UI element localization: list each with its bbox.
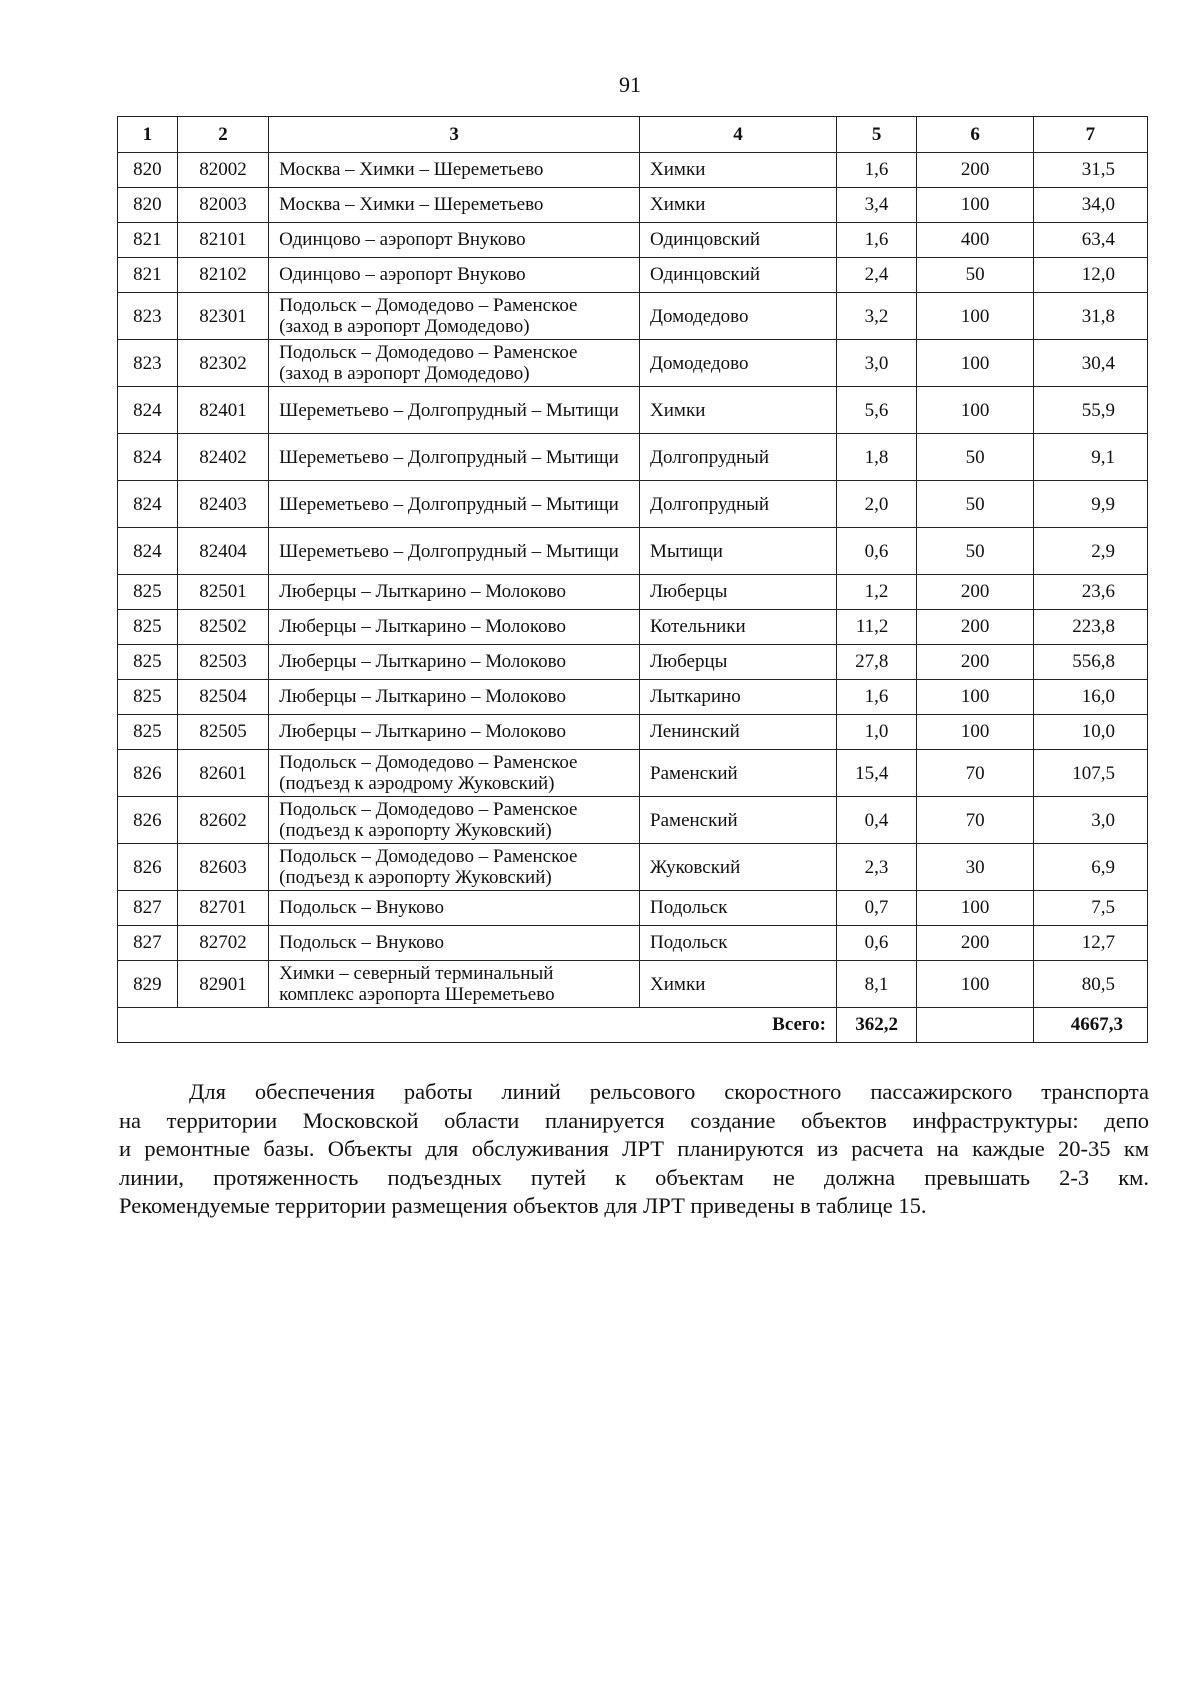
route-number-cell: 82101: [177, 223, 268, 258]
line-number-cell: 824: [118, 434, 178, 481]
line-number-cell: 825: [118, 610, 178, 645]
interval-cell: 100: [917, 340, 1033, 387]
route-number-cell: 82901: [177, 961, 268, 1008]
line-number-cell: 820: [118, 188, 178, 223]
table-row: [118, 926, 1148, 961]
table-row: [118, 387, 1148, 434]
line-number-cell: 826: [118, 844, 178, 891]
line-number-cell: 821: [118, 223, 178, 258]
interval-cell: 100: [917, 293, 1033, 340]
table-row: [118, 153, 1148, 188]
route-number-cell: 82702: [177, 926, 268, 961]
route-name-cell: Шереметьево – Долгопрудный – Мытищи: [269, 481, 640, 528]
interval-cell: 200: [917, 645, 1033, 680]
municipality-cell: Раменский: [640, 750, 837, 797]
municipality-cell: Домодедово: [640, 293, 837, 340]
route-number-cell: 82503: [177, 645, 268, 680]
route-name-cell: Люберцы – Лыткарино – Молоково: [269, 680, 640, 715]
page-number: 91: [619, 72, 641, 97]
value-cell: 3,0: [1033, 797, 1147, 844]
route-number-cell: 82505: [177, 715, 268, 750]
interval-cell: 200: [917, 610, 1033, 645]
line-number-cell: 826: [118, 797, 178, 844]
value-cell: 556,8: [1033, 645, 1147, 680]
paragraph-line: Рекомендуемые территории размещения объектов для ЛРТ приведены в таблице 15.: [119, 1193, 927, 1218]
length-cell: 8,1: [836, 961, 916, 1008]
municipality-cell: Химки: [640, 153, 837, 188]
municipality-cell: Одинцовский: [640, 258, 837, 293]
length-cell: 1,6: [836, 153, 916, 188]
municipality-cell: Лыткарино: [640, 680, 837, 715]
table-row: [118, 750, 1148, 797]
value-cell: 16,0: [1033, 680, 1147, 715]
value-cell: 12,7: [1033, 926, 1147, 961]
table-row: [118, 293, 1148, 340]
line-number-cell: 827: [118, 891, 178, 926]
length-cell: 2,3: [836, 844, 916, 891]
line-number-cell: 823: [118, 293, 178, 340]
length-cell: 0,4: [836, 797, 916, 844]
route-number-cell: 82401: [177, 387, 268, 434]
municipality-cell: Подольск: [640, 891, 837, 926]
value-cell: 63,4: [1033, 223, 1147, 258]
municipality-cell: Одинцовский: [640, 223, 837, 258]
interval-cell: 70: [917, 750, 1033, 797]
data-table: [117, 116, 1148, 1043]
value-cell: 31,8: [1033, 293, 1147, 340]
table-row: [118, 575, 1148, 610]
line-number-cell: 825: [118, 715, 178, 750]
municipality-cell: Долгопрудный: [640, 434, 837, 481]
table-row: [118, 645, 1148, 680]
interval-cell: 100: [917, 715, 1033, 750]
route-name-cell: Подольск – Домодедово – Раменское (заход в аэропорт Домодедово): [269, 340, 640, 387]
municipality-cell: Химки: [640, 387, 837, 434]
route-name-cell: Подольск – Домодедово – Раменское (подъезд к аэродрому Жуковский): [269, 750, 640, 797]
municipality-cell: Долгопрудный: [640, 481, 837, 528]
municipality-cell: Подольск: [640, 926, 837, 961]
value-cell: 80,5: [1033, 961, 1147, 1008]
route-number-cell: 82003: [177, 188, 268, 223]
header-cell: 4: [640, 117, 837, 153]
header-cell: 1: [118, 117, 178, 153]
interval-cell: 30: [917, 844, 1033, 891]
table-header-row: [118, 117, 1148, 153]
route-number-cell: 82402: [177, 434, 268, 481]
length-cell: 27,8: [836, 645, 916, 680]
length-cell: 1,0: [836, 715, 916, 750]
route-number-cell: 82404: [177, 528, 268, 575]
total-row: [118, 1008, 1148, 1043]
table-row: [118, 258, 1148, 293]
interval-cell: 50: [917, 481, 1033, 528]
value-cell: 107,5: [1033, 750, 1147, 797]
line-number-cell: 823: [118, 340, 178, 387]
length-cell: 1,2: [836, 575, 916, 610]
line-number-cell: 826: [118, 750, 178, 797]
value-cell: 31,5: [1033, 153, 1147, 188]
route-name-cell: Люберцы – Лыткарино – Молоково: [269, 715, 640, 750]
length-cell: 1,6: [836, 680, 916, 715]
paragraph-line: Для обеспечения работы линий рельсового скоростного пассажирского транспорта: [189, 1079, 1149, 1104]
paragraph-line: и ремонтные базы. Объекты для обслуживания ЛРТ планируются из расчета на каждые 20-35 км: [119, 1136, 1149, 1161]
table-body: [118, 153, 1148, 1008]
route-number-cell: 82504: [177, 680, 268, 715]
table-row: [118, 528, 1148, 575]
interval-cell: 50: [917, 258, 1033, 293]
route-name-cell: Люберцы – Лыткарино – Молоково: [269, 610, 640, 645]
interval-cell: 200: [917, 926, 1033, 961]
header-cell: 7: [1033, 117, 1147, 153]
line-number-cell: 827: [118, 926, 178, 961]
municipality-cell: Ленинский: [640, 715, 837, 750]
length-cell: 11,2: [836, 610, 916, 645]
municipality-cell: Химки: [640, 961, 837, 1008]
total-empty-cell: [917, 1008, 1033, 1043]
table-row: [118, 680, 1148, 715]
length-cell: 0,7: [836, 891, 916, 926]
body-paragraph: [119, 1078, 1149, 1221]
length-cell: 0,6: [836, 926, 916, 961]
length-cell: 3,4: [836, 188, 916, 223]
municipality-cell: Котельники: [640, 610, 837, 645]
route-number-cell: 82602: [177, 797, 268, 844]
table-row: [118, 961, 1148, 1008]
value-cell: 10,0: [1033, 715, 1147, 750]
route-name-cell: Подольск – Домодедово – Раменское (подъезд к аэропорту Жуковский): [269, 844, 640, 891]
length-cell: 2,4: [836, 258, 916, 293]
table-row: [118, 434, 1148, 481]
table-row: [118, 340, 1148, 387]
route-name-cell: Одинцово – аэропорт Внуково: [269, 258, 640, 293]
line-number-cell: 821: [118, 258, 178, 293]
interval-cell: 50: [917, 528, 1033, 575]
interval-cell: 200: [917, 575, 1033, 610]
value-cell: 55,9: [1033, 387, 1147, 434]
interval-cell: 100: [917, 891, 1033, 926]
route-name-cell: Москва – Химки – Шереметьево: [269, 153, 640, 188]
municipality-cell: Химки: [640, 188, 837, 223]
route-name-cell: Шереметьево – Долгопрудный – Мытищи: [269, 434, 640, 481]
length-cell: 3,0: [836, 340, 916, 387]
municipality-cell: Люберцы: [640, 575, 837, 610]
line-number-cell: 825: [118, 680, 178, 715]
municipality-cell: Домодедово: [640, 340, 837, 387]
length-cell: 3,2: [836, 293, 916, 340]
route-name-cell: Шереметьево – Долгопрудный – Мытищи: [269, 528, 640, 575]
municipality-cell: Люберцы: [640, 645, 837, 680]
table-row: [118, 715, 1148, 750]
length-cell: 0,6: [836, 528, 916, 575]
length-cell: 1,6: [836, 223, 916, 258]
route-number-cell: 82501: [177, 575, 268, 610]
interval-cell: 50: [917, 434, 1033, 481]
line-number-cell: 820: [118, 153, 178, 188]
table-row: [118, 844, 1148, 891]
route-number-cell: 82603: [177, 844, 268, 891]
line-number-cell: 824: [118, 387, 178, 434]
total-km: 362,2: [836, 1008, 916, 1043]
value-cell: 6,9: [1033, 844, 1147, 891]
length-cell: 2,0: [836, 481, 916, 528]
route-name-cell: Шереметьево – Долгопрудный – Мытищи: [269, 387, 640, 434]
line-number-cell: 825: [118, 575, 178, 610]
line-number-cell: 824: [118, 481, 178, 528]
route-name-cell: Люберцы – Лыткарино – Молоково: [269, 575, 640, 610]
length-cell: 1,8: [836, 434, 916, 481]
value-cell: 30,4: [1033, 340, 1147, 387]
route-name-cell: Люберцы – Лыткарино – Молоково: [269, 645, 640, 680]
municipality-cell: Мытищи: [640, 528, 837, 575]
route-number-cell: 82502: [177, 610, 268, 645]
route-number-cell: 82102: [177, 258, 268, 293]
route-name-cell: Подольск – Внуково: [269, 891, 640, 926]
header-cell: 2: [177, 117, 268, 153]
value-cell: 9,1: [1033, 434, 1147, 481]
interval-cell: 100: [917, 188, 1033, 223]
route-number-cell: 82301: [177, 293, 268, 340]
line-number-cell: 824: [118, 528, 178, 575]
total-label: Всего:: [118, 1008, 837, 1043]
interval-cell: 70: [917, 797, 1033, 844]
value-cell: 7,5: [1033, 891, 1147, 926]
table-row: [118, 481, 1148, 528]
header-cell: 3: [269, 117, 640, 153]
paragraph-line: на территории Московской области планируется создание объектов инфраструктуры: депо: [119, 1107, 1149, 1133]
municipality-cell: Жуковский: [640, 844, 837, 891]
interval-cell: 400: [917, 223, 1033, 258]
value-cell: 12,0: [1033, 258, 1147, 293]
route-name-cell: Одинцово – аэропорт Внуково: [269, 223, 640, 258]
interval-cell: 200: [917, 153, 1033, 188]
value-cell: 223,8: [1033, 610, 1147, 645]
table-row: [118, 188, 1148, 223]
interval-cell: 100: [917, 961, 1033, 1008]
length-cell: 15,4: [836, 750, 916, 797]
value-cell: 2,9: [1033, 528, 1147, 575]
route-number-cell: 82403: [177, 481, 268, 528]
line-number-cell: 829: [118, 961, 178, 1008]
municipality-cell: Раменский: [640, 797, 837, 844]
header-cell: 5: [836, 117, 916, 153]
interval-cell: 100: [917, 680, 1033, 715]
value-cell: 9,9: [1033, 481, 1147, 528]
table-row: [118, 223, 1148, 258]
route-name-cell: Москва – Химки – Шереметьево: [269, 188, 640, 223]
route-name-cell: Подольск – Домодедово – Раменское (заход в аэропорт Домодедово): [269, 293, 640, 340]
table-row: [118, 797, 1148, 844]
length-cell: 5,6: [836, 387, 916, 434]
interval-cell: 100: [917, 387, 1033, 434]
route-name-cell: Подольск – Домодедово – Раменское (подъезд к аэропорту Жуковский): [269, 797, 640, 844]
header-cell: 6: [917, 117, 1033, 153]
line-number-cell: 825: [118, 645, 178, 680]
route-number-cell: 82701: [177, 891, 268, 926]
table-row: [118, 610, 1148, 645]
total-sum: 4667,3: [1033, 1008, 1147, 1043]
route-number-cell: 82302: [177, 340, 268, 387]
value-cell: 23,6: [1033, 575, 1147, 610]
route-name-cell: Подольск – Внуково: [269, 926, 640, 961]
table-row: [118, 891, 1148, 926]
paragraph-line: линии, протяженность подъездных путей к объектам не должна превышать 2-3 км.: [119, 1164, 1149, 1190]
route-number-cell: 82002: [177, 153, 268, 188]
route-name-cell: Химки – северный терминальный комплекс аэропорта Шереметьево: [269, 961, 640, 1008]
route-number-cell: 82601: [177, 750, 268, 797]
value-cell: 34,0: [1033, 188, 1147, 223]
